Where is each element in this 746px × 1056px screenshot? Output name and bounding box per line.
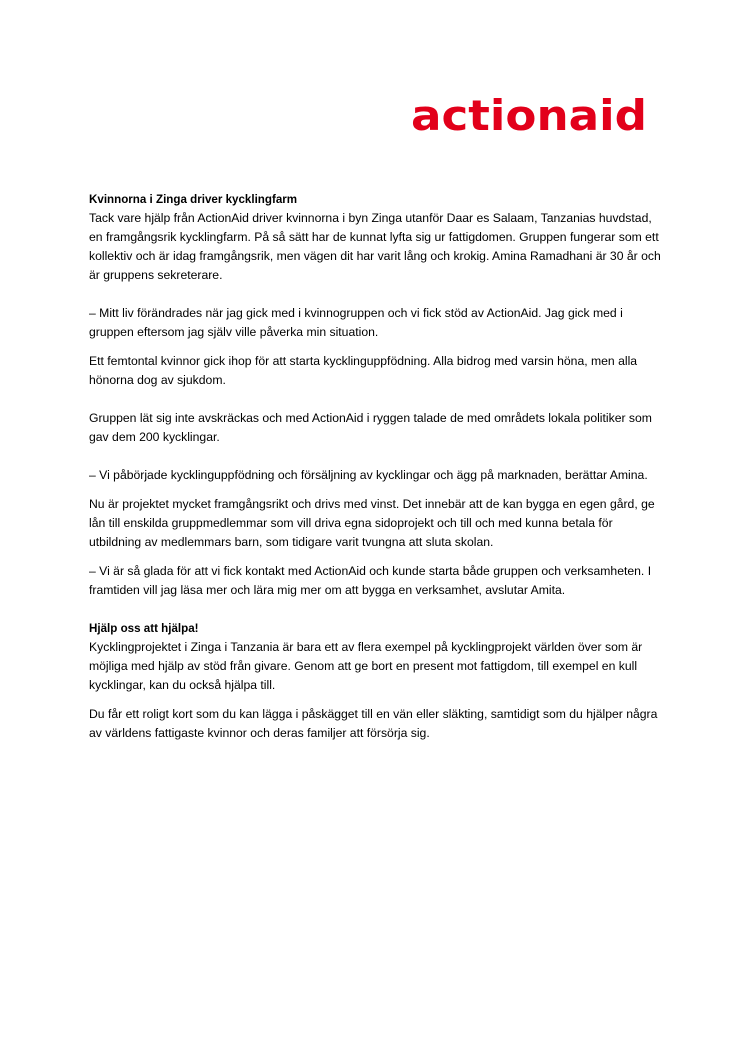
help-paragraph-1: Kycklingprojektet i Zinga i Tanzania är bara ett av flera exempel på kycklingprojekt världen över som är möjliga med hjälp av stöd från givare. Genom att ge bort en present mot fattigdom, till exempel en kull kycklingar, kan du också hjälpa till. xyxy=(89,640,643,692)
document-body xyxy=(89,190,661,743)
spacer xyxy=(89,390,661,409)
article-paragraph-1: Tack vare hjälp från ActionAid driver kvinnorna i byn Zinga utanför Daar es Salaam, Tanzanias huvdstad, en framgångsrik kycklingfarm. På så sätt har de kunnat lyfta sig ur fattigdomen. Gruppen fungerar som ett kollektiv och är idag framgångsrik, men vägen dit har varit lång och krokig. Amina Ramadhani är 30 år och är gruppens sekreterare. xyxy=(89,211,661,282)
article-paragraph-3: Ett femtontal kvinnor gick ihop för att starta kycklinguppfödning. Alla bidrog med varsin höna, men alla hönorna dog av sjukdom. xyxy=(89,354,638,387)
article-paragraph-4: Gruppen lät sig inte avskräckas och med ActionAid i ryggen talade de med områdets lokala politiker som gav dem 200 kycklingar. xyxy=(89,411,652,444)
spacer xyxy=(89,600,661,619)
article-paragraph-6: Nu är projektet mycket framgångsrikt och drivs med vinst. Det innebär att de kan bygga en egen gård, ge lån till enskilda gruppmedlemmar som vill driva egna sidoprojekt och till och med kunna betala för utbildning av medlemmars barn, som tidigare varit tvungna att sluta skolan. xyxy=(89,497,655,549)
article-paragraph-5: – Vi påbörjade kycklinguppfödning och försäljning av kycklingar och ägg på marknaden, berättar Amina. xyxy=(89,468,648,482)
spacer xyxy=(89,285,661,304)
spacer xyxy=(89,485,661,495)
actionaid-logo xyxy=(411,97,647,137)
spacer xyxy=(89,447,661,466)
actionaid-logo-graphic xyxy=(411,97,647,137)
spacer xyxy=(89,552,661,562)
spacer xyxy=(89,695,661,705)
help-paragraph-2: Du får ett roligt kort som du kan lägga i påskägget till en vän eller släkting, samtidigt som du hjälper några av världens fattigaste kvinnor och deras familjer att försörja sig. xyxy=(89,707,658,740)
article-paragraph-7: – Vi är så glada för att vi fick kontakt med ActionAid och kunde starta både gruppen och verksamheten. I framtiden vill jag läsa mer och lära mig mer om att bygga en verksamhet, avslutar Amita. xyxy=(89,564,652,597)
article-paragraph-2: – Mitt liv förändrades när jag gick med i kvinnogruppen och vi fick stöd av ActionAid. Jag gick med i gruppen eftersom jag själv ville påverka min situation. xyxy=(89,306,623,339)
spacer xyxy=(89,342,661,352)
article-heading: Kvinnorna i Zinga driver kycklingfarm xyxy=(89,193,298,206)
svg-text:actionaid: actionaid xyxy=(411,97,647,137)
help-heading: Hjälp oss att hjälpa! xyxy=(89,622,199,635)
